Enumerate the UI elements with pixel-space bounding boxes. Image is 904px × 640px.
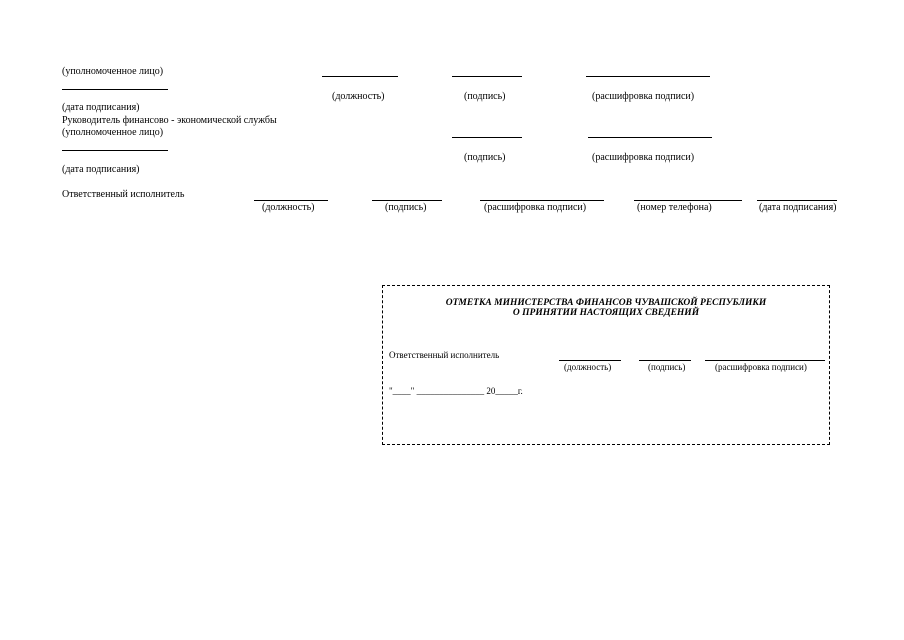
finance-decoding-caption: (расшифровка подписи) [592, 152, 695, 163]
executor-label: Ответственный исполнитель [62, 189, 185, 200]
executor-position-caption: (должность) [262, 202, 315, 213]
finance-head-title: Руководитель финансово - экономической службы [62, 115, 277, 126]
stamp-position-line [559, 360, 621, 361]
ministry-stamp-box [382, 285, 830, 445]
stamp-signature-caption: (подпись) [648, 362, 686, 372]
executor-decoding-line [480, 200, 604, 201]
executor-decoding-caption: (расшифровка подписи) [484, 202, 587, 213]
executor-date-caption: (дата подписания) [759, 202, 837, 213]
stamp-position-caption: (должность) [564, 362, 612, 372]
signature-caption: (подпись) [464, 91, 506, 102]
position-caption: (должность) [332, 91, 385, 102]
stamp-decoding-line [705, 360, 825, 361]
executor-phone-line [634, 200, 742, 201]
stamp-title [383, 298, 829, 318]
stamp-title-line1: ОТМЕТКА МИНИСТЕРСТВА ФИНАНСОВ ЧУВАШСКОЙ РЕСПУБЛИКИ [445, 298, 767, 308]
authorized-person-label: (уполномоченное лицо) [62, 66, 164, 77]
executor-phone-caption: (номер телефона) [637, 202, 712, 213]
date-caption: (дата подписания) [62, 102, 140, 113]
stamp-date-line: "____" _______________ 20_____г. [389, 386, 523, 396]
stamp-signature-line [639, 360, 691, 361]
executor-signature-line [372, 200, 442, 201]
finance-signature-caption: (подпись) [464, 152, 506, 163]
decoding-line [586, 76, 710, 77]
finance-decoding-line [588, 137, 712, 138]
executor-date-line [757, 200, 837, 201]
position-line [322, 76, 398, 77]
finance-date-line [62, 150, 168, 151]
stamp-decoding-caption: (расшифровка подписи) [715, 362, 807, 372]
date-line [62, 89, 168, 90]
decoding-caption: (расшифровка подписи) [592, 91, 695, 102]
stamp-executor-label: Ответственный исполнитель [389, 350, 500, 360]
signature-line [452, 76, 522, 77]
executor-signature-caption: (подпись) [385, 202, 427, 213]
finance-head-authorized-label: (уполномоченное лицо) [62, 127, 164, 138]
finance-signature-line [452, 137, 522, 138]
finance-date-caption: (дата подписания) [62, 164, 140, 175]
stamp-title-line2: О ПРИНЯТИИ НАСТОЯЩИХ СВЕДЕНИЙ [512, 308, 700, 318]
executor-position-line [254, 200, 328, 201]
